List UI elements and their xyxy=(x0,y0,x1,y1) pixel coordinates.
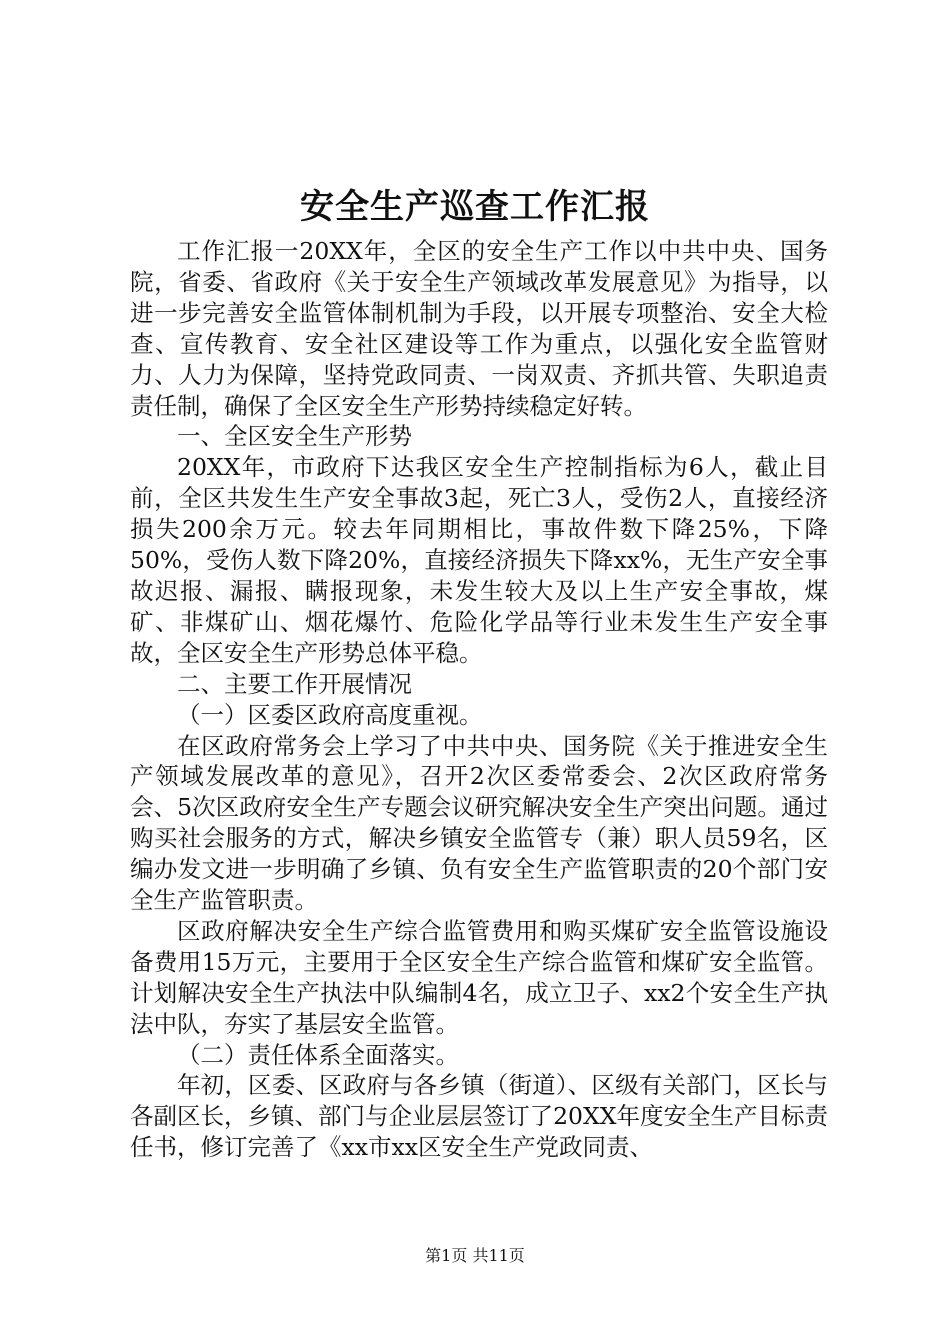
document-body xyxy=(130,236,828,1163)
subsection-heading-1: （一）区委区政府高度重视。 xyxy=(177,700,483,729)
section-heading-1: 一、全区安全生产形势 xyxy=(177,422,412,451)
paragraph-intro: 工作汇报一20XX年，全区的安全生产工作以中共中央、国务院，省委、省政府《关于安全生产领域改革发展意见》为指导，以进一步完善安全监管体制机制为手段，以开展专项整治、安全大检查、宣传教育、安全社区建设等工作为重点，以强化安全监管财力、人力为保障，坚持党政同责、一岗双责、齐抓共管、失职追责责任制，确保了全区安全生产形势持续稳定好转。 xyxy=(130,237,828,420)
paragraph-responsibility: 年初，区委、区政府与各乡镇（街道）、区级有关部门，区长与各副区长，乡镇、部门与企业层层签订了20XX年度安全生产目标责任书，修订完善了《xx市xx区安全生产党政同责、 xyxy=(130,1071,828,1162)
subsection-heading-2: （二）责任体系全面落实。 xyxy=(177,1040,459,1069)
page-number-footer: 第1页 共11页 xyxy=(425,1246,525,1265)
document-title: 安全生产巡查工作汇报 xyxy=(300,187,650,227)
paragraph-government-attention: 在区政府常务会上学习了中共中央、国务院《关于推进安全生产领域发展改革的意见》，召开2次区委常委会、2次区政府常务会、5次区政府安全生产专题会议研究解决安全生产突出问题。通过购买社会服务的方式，解决乡镇安全监管专（兼）职人员59名，区编办发文进一步明确了乡镇、负有安全生产监管职责的20个部门安全生产监管职责。 xyxy=(130,731,828,915)
paragraph-situation: 20XX年，市政府下达我区安全生产控制指标为6人，截止目前，全区共发生生产安全事故3起，死亡3人，受伤2人，直接经济损失200余万元。较去年同期相比，事故件数下降25%，下降50%，受伤人数下降20%，直接经济损失下降xx%，无生产安全事故迟报、漏报、瞒报现象，未发生较大及以上生产安全事故，煤矿、非煤矿山、烟花爆竹、危险化学品等行业未发生生产安全事故，全区安全生产形势总体平稳。 xyxy=(130,453,828,667)
section-heading-2: 二、主要工作开展情况 xyxy=(177,669,412,698)
paragraph-funding: 区政府解决安全生产综合监管费用和购买煤矿安全监管设施设备费用15万元，主要用于全区安全生产综合监管和煤矿安全监管。计划解决安全生产执法中队编制4名，成立卫子、xx2个安全生产执法中队，夯实了基层安全监管。 xyxy=(130,916,828,1038)
